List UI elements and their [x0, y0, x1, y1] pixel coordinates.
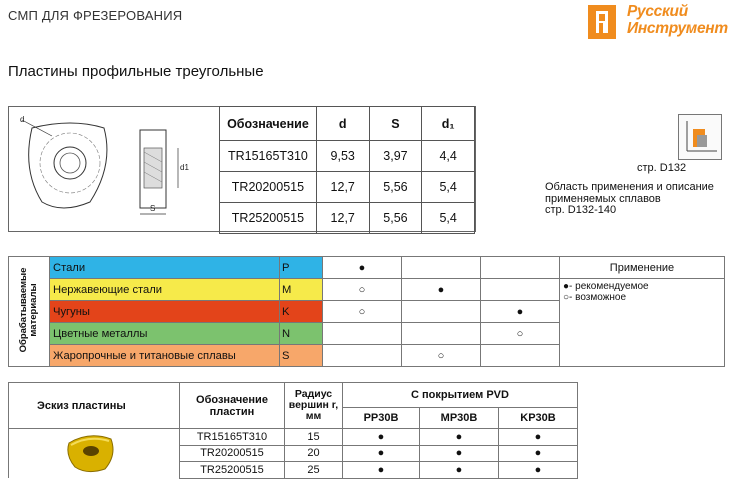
- dims-cell: 5,56: [369, 172, 422, 203]
- dims-header-s: S: [369, 107, 422, 141]
- grade-mark: ●: [402, 279, 481, 301]
- grade-mark: ●: [323, 257, 402, 279]
- grade-mark: ●: [499, 462, 578, 479]
- dimensions-table: [219, 106, 475, 234]
- application-note: [545, 182, 714, 217]
- grade-header-kp30b: KP30B: [499, 408, 578, 429]
- dims-header-d: d: [316, 107, 369, 141]
- grade-radius: 25: [285, 462, 343, 479]
- dims-cell: 3,97: [369, 141, 422, 172]
- application-legend: [560, 279, 725, 367]
- dims-cell: 4,4: [422, 141, 475, 172]
- grade-mark: ●: [499, 445, 578, 462]
- grade-mark: [402, 323, 481, 345]
- insert-technical-drawing: [12, 110, 212, 228]
- radius-header: Радиус вершин r, мм: [285, 383, 343, 429]
- grade-mark: ●: [481, 301, 560, 323]
- note-line[interactable]: стр. D132-140: [545, 204, 617, 216]
- grade-mark: ●: [343, 462, 420, 479]
- table-row: [9, 429, 578, 446]
- dims-cell: 5,4: [422, 203, 475, 234]
- material-code: K: [280, 301, 323, 323]
- material-name: Жаропрочные и титановые сплавы: [50, 345, 280, 367]
- dims-header-designation: Обозначение: [220, 107, 317, 141]
- dims-cell: TR20200515: [220, 172, 317, 203]
- table-row: [220, 172, 475, 203]
- material-code: N: [280, 323, 323, 345]
- insert-photo-icon: [59, 429, 129, 475]
- page-title: Пластины профильные треугольные: [8, 63, 264, 80]
- brand-name-line2: Инструмент: [627, 20, 728, 37]
- grade-mark: [481, 345, 560, 367]
- material-code: P: [280, 257, 323, 279]
- label-d1: d1: [180, 163, 189, 172]
- table-row: [9, 257, 725, 279]
- table-row: [220, 141, 475, 172]
- grade-mark: ○: [481, 323, 560, 345]
- legend-recommended: ●- рекомендуемое: [563, 281, 649, 292]
- dims-cell: 12,7: [316, 172, 369, 203]
- vertical-label-line: материалы: [28, 283, 39, 337]
- grade-mark: ○: [402, 345, 481, 367]
- grade-mark: ○: [323, 279, 402, 301]
- material-code: M: [280, 279, 323, 301]
- material-name: Цветные металлы: [50, 323, 280, 345]
- grade-designation: TR20200515: [180, 445, 285, 462]
- sketch-header: Эскиз пластины: [9, 383, 180, 429]
- dims-cell: TR15165T310: [220, 141, 317, 172]
- grades-table: [8, 382, 578, 479]
- grade-mark: ●: [343, 445, 420, 462]
- note-line: Область применения и описание: [545, 181, 714, 193]
- material-name: Нержавеющие стали: [50, 279, 280, 301]
- dims-header-d1: d₁: [422, 107, 475, 141]
- grade-mark: [323, 323, 402, 345]
- grade-header-pp30b: PP30B: [343, 408, 420, 429]
- grade-mark: ●: [420, 429, 499, 446]
- grade-mark: [481, 257, 560, 279]
- grade-radius: 20: [285, 445, 343, 462]
- reference-thumbnail[interactable]: [678, 114, 722, 160]
- grade-designation: TR25200515: [180, 462, 285, 479]
- brand-name-line1: Русский: [627, 3, 688, 20]
- dims-cell: 5,56: [369, 203, 422, 234]
- dims-cell: TR25200515: [220, 203, 317, 234]
- grade-mark: ●: [420, 445, 499, 462]
- material-name: Стали: [50, 257, 280, 279]
- table-row: [9, 279, 725, 301]
- dims-cell: 12,7: [316, 203, 369, 234]
- materials-vertical-label: [9, 257, 50, 367]
- grade-mark: [402, 301, 481, 323]
- grade-mark: ●: [343, 429, 420, 446]
- grade-mark: ●: [420, 462, 499, 479]
- grade-radius: 15: [285, 429, 343, 446]
- grade-mark: ●: [499, 429, 578, 446]
- grade-designation: TR15165T310: [180, 429, 285, 446]
- dims-cell: 5,4: [422, 172, 475, 203]
- grade-header-mp30b: MP30B: [420, 408, 499, 429]
- designation-header: Обозначение пластин: [180, 383, 285, 429]
- material-name: Чугуны: [50, 301, 280, 323]
- brand-logo-icon: [586, 3, 626, 41]
- note-line: применяемых сплавов: [545, 192, 661, 205]
- table-row: [220, 203, 475, 234]
- vertical-label-line: Обрабатываемые: [18, 267, 29, 353]
- dims-cell: 9,53: [316, 141, 369, 172]
- grade-mark: [402, 257, 481, 279]
- material-code: S: [280, 345, 323, 367]
- legend-possible: ○- возможное: [563, 292, 627, 303]
- page-reference[interactable]: стр. D132: [637, 162, 687, 174]
- section-category: СМП ДЛЯ ФРЕЗЕРОВАНИЯ: [8, 8, 183, 23]
- coating-header: С покрытием PVD: [343, 383, 578, 408]
- application-header: Применение: [560, 257, 725, 279]
- insert-sketch-cell: [9, 429, 180, 479]
- grade-mark: [323, 345, 402, 367]
- label-d: d: [20, 115, 25, 124]
- label-s: S: [150, 204, 156, 213]
- grade-mark: ○: [323, 301, 402, 323]
- grade-mark: [481, 279, 560, 301]
- materials-table: [8, 256, 725, 367]
- chart-thumbnail-icon: [679, 115, 721, 159]
